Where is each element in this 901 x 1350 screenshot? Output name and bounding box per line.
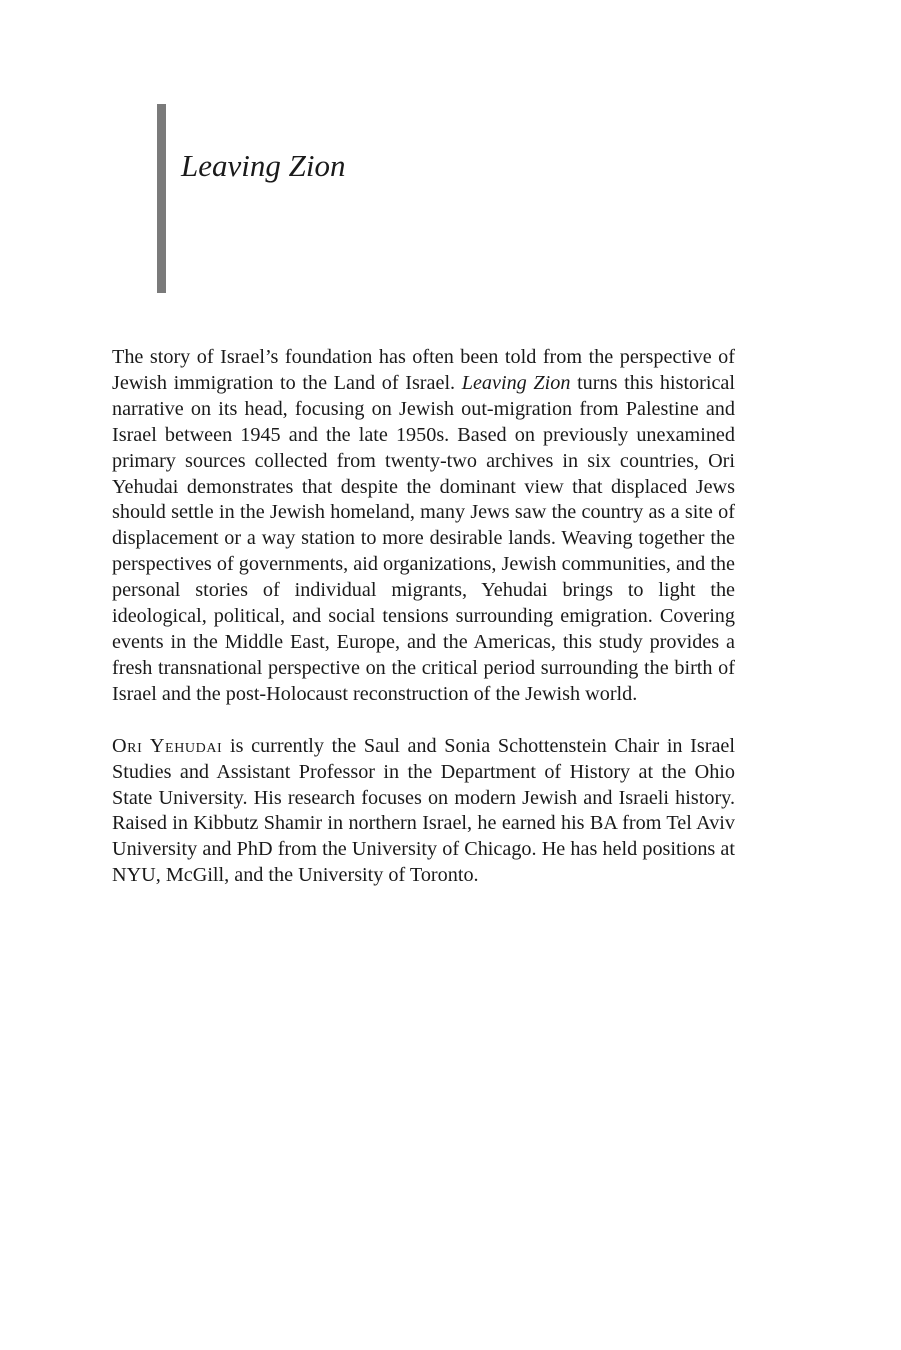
description-title-ref: Leaving Zion [461,371,571,394]
description-part-1: The story of Israel’s foundation has often been told from the perspective of Jewish immigration to the Land of Israel. [112,346,735,394]
author-bio-text: is currently the Saul and Sonia Schottenstein Chair in Israel Studies and Assistant Professor in the Department of History at the Ohio State University. His research focuses on modern Jewish and Israeli history. Raised in Kibbutz Shamir in northern Israel, he earned his BA from Tel Aviv University and PhD from the University of Chicago. He has held positions at NYU, McGill, and the University of Toronto. [112,734,736,887]
book-title: Leaving Zion [181,148,346,183]
book-description [112,345,735,708]
title-rule [157,104,166,293]
main-text [112,345,735,889]
description-part-2: turns this historical narrative on its head, focusing on Jewish out-migration from Palestine and Israel between 1945 and the late 1950s. Based on previously unexamined primary sources collected from twenty-two archives in six countries, Ori Yehudai demonstrates that despite the dominant view that displaced Jews should settle in the Jewish homeland, many Jews saw the country as a site of displacement or a way station to more desirable lands. Weaving together the perspectives of governments, aid organizations, Jewish communities, and the personal stories of individual migrants, Yehudai brings to light the ideological, political, and social tensions surrounding emigration. Covering events in the Middle East, Europe, and the Americas, this study provides a fresh transnational perspective on the critical period surrounding the birth of Israel and the post-Holocaust reconstruction of the Jewish world. [112,371,736,705]
author-bio [112,734,735,889]
author-name: Ori Yehudai [112,734,223,757]
